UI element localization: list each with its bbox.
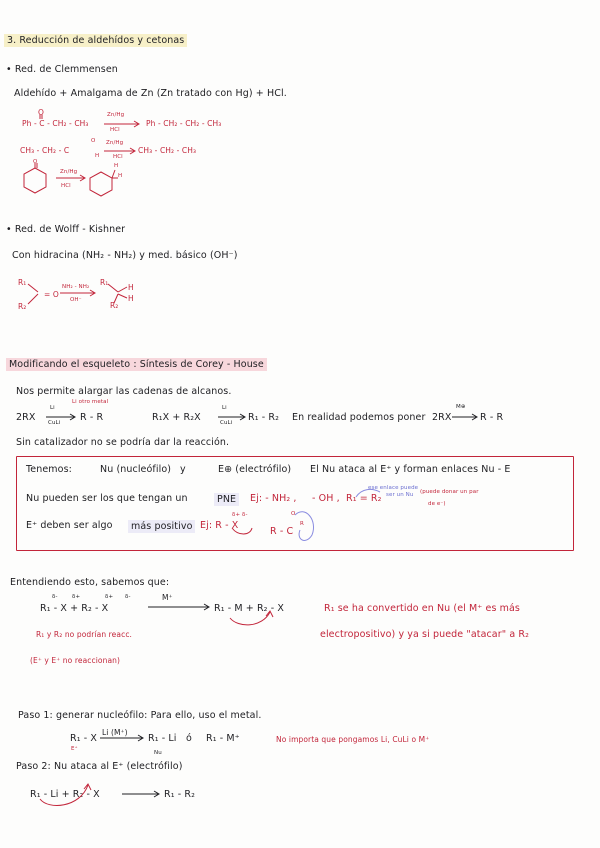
wk-oxygen: = O bbox=[44, 290, 59, 299]
box-tenemos: Tenemos: bbox=[26, 464, 72, 475]
box-alkene: R₁ = R₂ bbox=[346, 493, 382, 504]
rxn1-arrowhead bbox=[134, 121, 139, 127]
box-more-positive: más positivo bbox=[128, 520, 195, 533]
step1-or: ó bbox=[186, 733, 192, 744]
rxn3-hydrogen-1: H bbox=[114, 163, 119, 169]
eq2-condition-top: Li bbox=[222, 405, 227, 411]
rxn1-condition-bottom: HCl bbox=[110, 127, 120, 133]
box-note-4: de e⁻) bbox=[428, 501, 446, 507]
main-eq-left: R₁ - X + R₂ - X bbox=[40, 603, 109, 614]
eq2-right: R₁ - R₂ bbox=[248, 412, 279, 423]
step1-alt: R₁ - M⁺ bbox=[206, 733, 240, 744]
step1-arrowhead bbox=[138, 735, 143, 741]
eq2-left: R₁X + R₂X bbox=[152, 412, 201, 423]
eq3-arrowhead bbox=[472, 414, 477, 420]
main-eq-condition: M⁺ bbox=[162, 593, 173, 602]
wk-p-bond4 bbox=[118, 294, 127, 298]
rxn2-oxygen: O bbox=[91, 138, 96, 144]
corey-line-2: Sin catalizador no se podría dar la reacción. bbox=[16, 437, 230, 448]
box-oh: - OH , bbox=[312, 493, 340, 504]
box-carbonyl-r: R bbox=[300, 521, 304, 527]
rxn1-oxygen: O bbox=[38, 108, 45, 117]
eq2-condition-bottom: CuLi bbox=[220, 420, 233, 426]
clemmensen-description: Aldehído + Amalgama de Zn (Zn tratado con Hg) + HCl. bbox=[14, 88, 287, 99]
eq3-left: 2RX bbox=[432, 412, 452, 423]
box-nu-example: Ej: - NH₂ , bbox=[250, 493, 297, 504]
step1-condition: Li (M⁺) bbox=[102, 728, 128, 737]
box-pne: PNE bbox=[214, 493, 239, 506]
rxn2-hydrogen: H bbox=[95, 153, 100, 159]
section-title: 3. Reducción de aldehídos y cetonas bbox=[4, 34, 187, 47]
main-comment-1: R₁ se ha convertido en Nu (el M⁺ es más bbox=[324, 603, 520, 614]
eq1-condition-top: Li bbox=[50, 405, 55, 411]
eq1-right: R - R bbox=[80, 412, 104, 423]
rxn1-product: Ph - CH₂ - CH₂ - CH₃ bbox=[146, 119, 222, 128]
wk-p-bond1 bbox=[108, 284, 118, 292]
corey-line-1: Nos permite alargar las cadenas de alcanos. bbox=[16, 386, 232, 397]
step1-comment: No importa que pongamos Li, CuLi o M⁺ bbox=[276, 735, 430, 744]
box-note-3: (puede donar un par bbox=[420, 489, 479, 495]
delta-1: δ- bbox=[52, 594, 58, 600]
eq1-arrowhead bbox=[70, 414, 75, 420]
wk-condition-top: NH₂ - NH₂ bbox=[62, 284, 90, 290]
wolff-kishner-title: • Red. de Wolff - Kishner bbox=[6, 224, 126, 235]
eq1-left: 2RX bbox=[16, 412, 36, 423]
box-note-1: ese enlace puede bbox=[368, 485, 419, 491]
note-e-e: (E⁺ y E⁺ no reaccionan) bbox=[30, 656, 121, 665]
cyclohexane-h1 bbox=[112, 170, 115, 178]
rxn3-condition-top: Zn/Hg bbox=[60, 169, 78, 175]
step1-nu-label: Nu bbox=[154, 750, 162, 756]
eq2-arrowhead bbox=[240, 414, 245, 420]
eq1-note: Li otro metal bbox=[72, 399, 109, 405]
box-note-2: ser un Nu bbox=[386, 492, 414, 498]
eq1-condition-bottom: CuLi bbox=[48, 420, 61, 426]
wk-condition-bottom: OH⁻ bbox=[70, 297, 82, 303]
rxn2-condition-bottom: HCl bbox=[113, 154, 123, 160]
wk-product-r2: R₂ bbox=[110, 301, 119, 310]
box-nucleophile: Nu (nucleófilo) bbox=[100, 464, 172, 475]
wk-bond-r1 bbox=[28, 284, 38, 292]
rxn2-product: CH₃ - CH₂ - CH₃ bbox=[138, 146, 197, 155]
box-deltas: δ+ δ- bbox=[232, 512, 248, 518]
corey-house-title: Modificando el esqueleto : Síntesis de Corey - House bbox=[6, 358, 267, 371]
note-no-react: R₁ y R₂ no podrían reacc. bbox=[36, 630, 133, 639]
wk-bond-r2 bbox=[28, 294, 38, 304]
main-eq-right: R₁ - M + R₂ - X bbox=[214, 603, 284, 614]
box-electrophile-text: E⁺ deben ser algo bbox=[26, 520, 113, 531]
box-carbonyl-o: O bbox=[291, 511, 296, 517]
rxn2-reactant: CH₃ - CH₂ - C bbox=[20, 146, 70, 155]
step1-electrophile-label: E⁺ bbox=[71, 746, 78, 752]
step1-reactant: R₁ - X bbox=[70, 733, 97, 744]
step1-intermediate: R₁ - Li bbox=[148, 733, 177, 744]
cyclohexanone-ring bbox=[24, 168, 46, 193]
box-electrophile: E⊕ (electrófilo) bbox=[218, 464, 292, 475]
box-carbonyl: R - C bbox=[270, 526, 294, 537]
eq2-comment: En realidad podemos poner bbox=[292, 412, 426, 423]
wk-r2: R₂ bbox=[18, 302, 27, 311]
step-1-title: Paso 1: generar nucleófilo: Para ello, uso el metal. bbox=[18, 710, 262, 721]
eq3-condition-top: M⊕ bbox=[456, 404, 466, 410]
rxn1-reactant: Ph - C - CH₂ - CH₃ bbox=[22, 119, 89, 128]
wk-product-r1: R₁ bbox=[100, 278, 109, 287]
box-attack-text: El Nu ataca al E⁺ y forman enlaces Nu - E bbox=[310, 464, 511, 475]
delta-3: δ+ bbox=[105, 594, 114, 600]
box-e-example: Ej: R - X bbox=[200, 520, 239, 531]
rxn3-condition-bottom: HCl bbox=[61, 183, 71, 189]
wk-arrowhead bbox=[90, 290, 95, 296]
rxn1-condition-top: Zn/Hg bbox=[107, 112, 125, 118]
step2-reactants: R₁ - Li + R₂ - X bbox=[30, 789, 100, 800]
box-nu-text: Nu pueden ser los que tengan un bbox=[26, 493, 188, 504]
rxn3-oxygen: O bbox=[33, 159, 38, 165]
delta-2: δ+ bbox=[72, 594, 81, 600]
wk-product-h2: H bbox=[128, 294, 134, 303]
understanding-title: Entendiendo esto, sabemos que: bbox=[10, 577, 170, 588]
main-arrowhead bbox=[204, 604, 209, 610]
wk-p-bond3 bbox=[118, 287, 127, 292]
rxn2-arrowhead bbox=[130, 148, 135, 154]
step-2-title: Paso 2: Nu ataca al E⁺ (electrófilo) bbox=[16, 761, 183, 772]
rxn3-hydrogen-2: H bbox=[118, 173, 123, 179]
rxn2-condition-top: Zn/Hg bbox=[106, 140, 124, 146]
step2-product: R₁ - R₂ bbox=[164, 789, 195, 800]
step2-arrowhead bbox=[154, 791, 159, 797]
box-and: y bbox=[180, 464, 186, 475]
rxn3-arrowhead bbox=[80, 175, 85, 181]
wk-r1: R₁ bbox=[18, 278, 27, 287]
cyclohexane-ring bbox=[90, 172, 112, 196]
wolff-kishner-description: Con hidracina (NH₂ - NH₂) y med. básico (OH⁻) bbox=[12, 250, 238, 261]
clemmensen-title: • Red. de Clemmensen bbox=[6, 64, 118, 75]
eq3-right: R - R bbox=[480, 412, 504, 423]
main-comment-2: electropositivo) y ya si puede "atacar" a R₂ bbox=[320, 629, 529, 640]
delta-4: δ- bbox=[125, 594, 131, 600]
wk-product-h1: H bbox=[128, 283, 134, 292]
